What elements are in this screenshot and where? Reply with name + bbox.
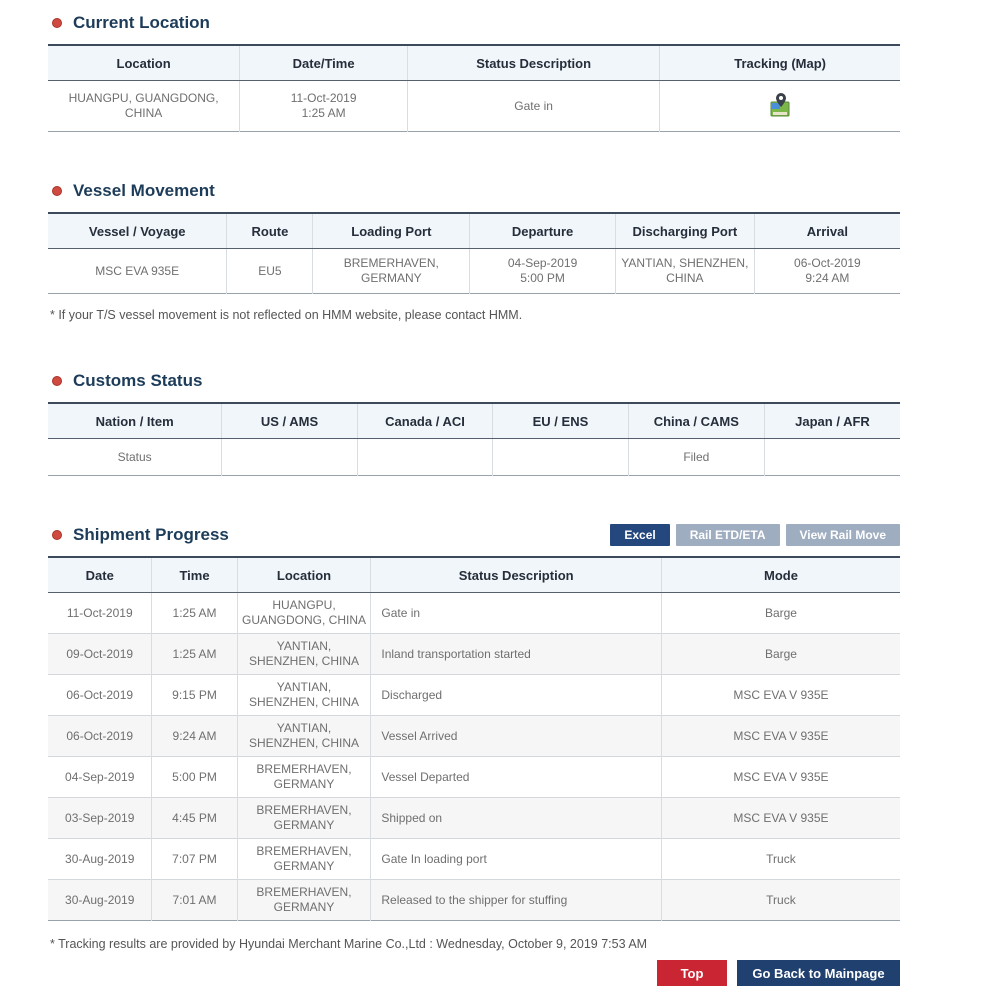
cell-date: 09-Oct-2019 [48, 634, 152, 675]
table-row [48, 249, 900, 294]
col-header-date: Date [48, 557, 152, 593]
table-row [48, 880, 900, 921]
cell-discharging-port: YANTIAN, SHENZHEN, CHINA [615, 249, 754, 294]
customs-status-section [48, 370, 900, 476]
col-header-japan-afr: Japan / AFR [764, 403, 900, 439]
col-header-route: Route [227, 213, 313, 249]
col-header-china-cams: China / CAMS [628, 403, 764, 439]
cell-location: BREMERHAVEN, GERMANY [237, 839, 371, 880]
cell-loading-port: BREMERHAVEN, GERMANY [313, 249, 470, 294]
cell-mode: Truck [661, 880, 900, 921]
cell-mode: Truck [661, 839, 900, 880]
cell-time: 4:45 PM [152, 798, 237, 839]
go-back-to-mainpage-button[interactable]: Go Back to Mainpage [737, 960, 900, 986]
cell-status: Discharged [371, 675, 662, 716]
table-row [48, 593, 900, 634]
col-header-us-ams: US / AMS [222, 403, 357, 439]
cell-china-cams: Filed [628, 439, 764, 476]
cell-date: 04-Sep-2019 [48, 757, 152, 798]
table-row [48, 634, 900, 675]
cell-location: HUANGPU, GUANGDONG, CHINA [237, 593, 371, 634]
table-header-row [48, 403, 900, 439]
table-row [48, 716, 900, 757]
cell-mode: Barge [661, 593, 900, 634]
section-title-shipment-progress [48, 524, 229, 546]
table-row [48, 839, 900, 880]
section-title-text: Current Location [73, 13, 210, 32]
col-header-arrival: Arrival [754, 213, 900, 249]
section-title-customs-status [48, 370, 900, 392]
cell-time: 5:00 PM [152, 757, 237, 798]
cell-location: HUANGPU, GUANGDONG, CHINA [68, 91, 219, 120]
table-row [48, 798, 900, 839]
cell-arrival: 06-Oct-2019 9:24 AM [754, 249, 900, 294]
col-header-eu-ens: EU / ENS [493, 403, 628, 439]
cell-date: 11-Oct-2019 [66, 605, 133, 620]
cell-route: EU5 [227, 249, 313, 294]
cell-time: 7:07 PM [152, 839, 237, 880]
col-header-location: Location [237, 557, 371, 593]
cell-status-label: Status [117, 449, 152, 464]
vessel-movement-note: * If your T/S vessel movement is not reflected on HMM website, please contact HMM. [50, 308, 523, 322]
cell-status: Gate in [371, 593, 662, 634]
col-header-departure: Departure [470, 213, 616, 249]
cell-time: 1:25 AM [152, 593, 237, 634]
cell-location: BREMERHAVEN, GERMANY [237, 880, 371, 921]
cell-status: Gate In loading port [371, 839, 662, 880]
tracking-results-note: * Tracking results are provided by Hyundai Merchant Marine Co.,Ltd : Wednesday, October 9, 2019 7:53 AM [50, 937, 648, 951]
col-header-loading-port: Loading Port [313, 213, 470, 249]
col-header-vessel-voyage: Vessel / Voyage [48, 213, 227, 249]
section-title-current-location [48, 12, 900, 34]
cell-canada-aci [357, 439, 492, 476]
cell-mode: Barge [661, 634, 900, 675]
bullet-icon [52, 376, 62, 386]
table-row [48, 81, 900, 132]
cell-date: 06-Oct-2019 [48, 675, 152, 716]
table-header-row [48, 557, 900, 593]
cell-location: YANTIAN, SHENZHEN, CHINA [237, 716, 371, 757]
cell-date: 06-Oct-2019 [48, 716, 152, 757]
cell-time: 9:15 PM [152, 675, 237, 716]
cell-datetime: 11-Oct-2019 1:25 AM [240, 81, 408, 132]
col-header-status: Status Description [408, 45, 660, 81]
cell-eu-ens [493, 439, 628, 476]
section-title-text: Vessel Movement [73, 181, 215, 200]
section-title-vessel-movement [48, 180, 900, 202]
cell-mode: MSC EVA V 935E [661, 798, 900, 839]
cell-date: 30-Aug-2019 [48, 839, 152, 880]
cell-status: Inland transportation started [371, 634, 662, 675]
col-header-canada-aci: Canada / ACI [357, 403, 492, 439]
cell-time: 9:24 AM [152, 716, 237, 757]
cell-mode: MSC EVA V 935E [661, 716, 900, 757]
shipment-progress-section [48, 524, 900, 921]
col-header-datetime: Date/Time [240, 45, 408, 81]
cell-location: BREMERHAVEN, GERMANY [237, 757, 371, 798]
bullet-icon [52, 18, 62, 28]
table-header-row [48, 45, 900, 81]
cell-time: 7:01 AM [152, 880, 237, 921]
col-header-tracking: Tracking (Map) [660, 45, 900, 81]
col-header-mode: Mode [661, 557, 900, 593]
bullet-icon [52, 186, 62, 196]
cell-location: YANTIAN, SHENZHEN, CHINA [237, 675, 371, 716]
excel-button[interactable]: Excel [610, 524, 669, 546]
footer-buttons [48, 960, 900, 986]
cell-location: YANTIAN, SHENZHEN, CHINA [237, 634, 371, 675]
vessel-movement-table [48, 212, 900, 294]
cell-location: BREMERHAVEN, GERMANY [237, 798, 371, 839]
vessel-movement-section [48, 180, 900, 322]
cell-status: Vessel Arrived [371, 716, 662, 757]
view-rail-move-button[interactable]: View Rail Move [786, 524, 900, 546]
top-button[interactable]: Top [657, 960, 727, 986]
table-row [48, 757, 900, 798]
table-row [48, 675, 900, 716]
cell-date: 30-Aug-2019 [48, 880, 152, 921]
col-header-status-description: Status Description [371, 557, 662, 593]
shipment-progress-buttons [610, 524, 900, 546]
cell-status: Vessel Departed [371, 757, 662, 798]
cell-status: Released to the shipper for stuffing [371, 880, 662, 921]
map-pin-icon[interactable] [768, 91, 792, 118]
cell-vessel-voyage: MSC EVA 935E [95, 263, 180, 278]
cell-us-ams [222, 439, 357, 476]
bullet-icon [52, 530, 62, 540]
table-header-row [48, 213, 900, 249]
col-header-nation-item: Nation / Item [48, 403, 222, 439]
cell-time: 1:25 AM [152, 634, 237, 675]
cell-japan-afr [764, 439, 900, 476]
cell-mode: MSC EVA V 935E [661, 757, 900, 798]
rail-etd-eta-button[interactable]: Rail ETD/ETA [676, 524, 780, 546]
cell-date: 03-Sep-2019 [48, 798, 152, 839]
customs-status-table [48, 402, 900, 476]
col-header-location: Location [48, 45, 240, 81]
cell-status: Gate in [408, 81, 660, 132]
col-header-time: Time [152, 557, 237, 593]
current-location-table [48, 44, 900, 132]
cell-status: Shipped on [371, 798, 662, 839]
cell-tracking [660, 81, 900, 132]
col-header-discharging-port: Discharging Port [615, 213, 754, 249]
table-row [48, 439, 900, 476]
current-location-section [48, 12, 900, 132]
section-title-text: Customs Status [73, 371, 203, 390]
section-title-text: Shipment Progress [73, 525, 229, 544]
shipment-progress-table [48, 556, 900, 921]
cell-mode: MSC EVA V 935E [661, 675, 900, 716]
cell-departure: 04-Sep-2019 5:00 PM [470, 249, 616, 294]
